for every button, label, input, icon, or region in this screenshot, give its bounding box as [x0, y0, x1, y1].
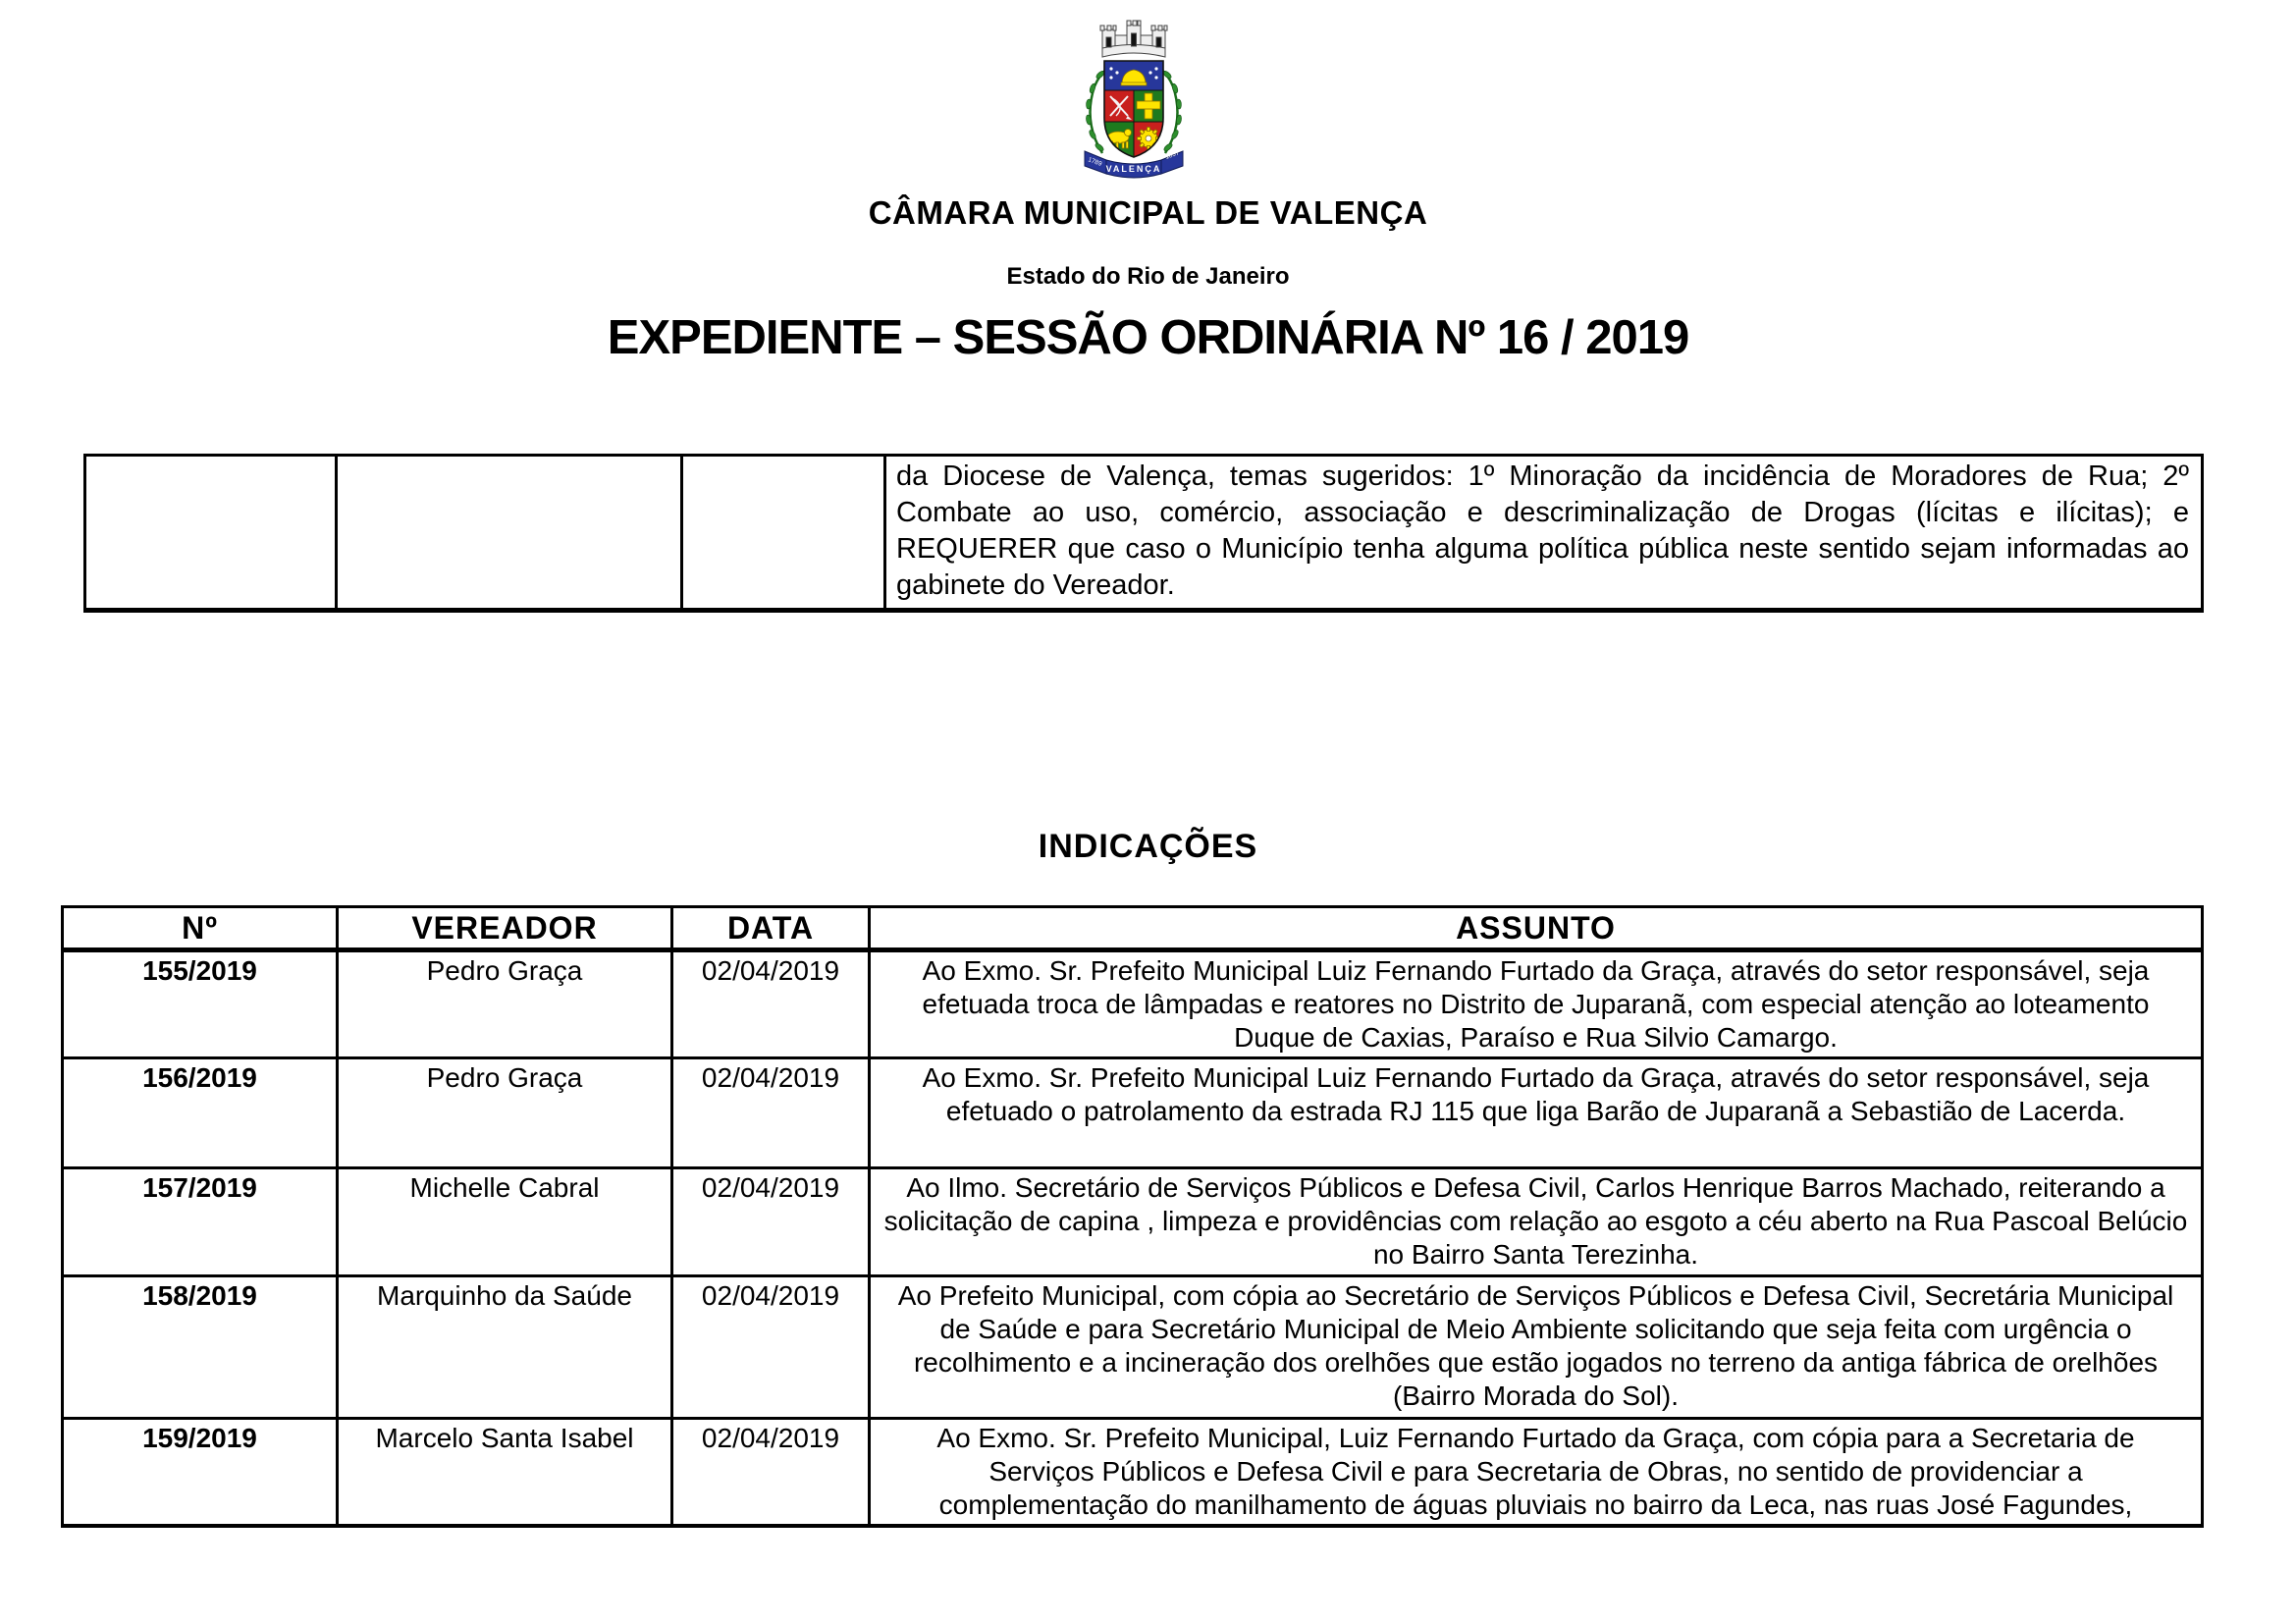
- valenca-coat-of-arms-icon: [1075, 14, 1193, 181]
- continuation-table: [83, 454, 2204, 613]
- indicacoes-table: [61, 905, 2204, 1528]
- numero-cell: 155/2019: [63, 950, 338, 1058]
- vereador-cell: Pedro Graça: [338, 950, 672, 1058]
- numero-cell: 159/2019: [63, 1419, 338, 1527]
- org-name: CÂMARA MUNICIPAL DE VALENÇA: [868, 194, 1428, 231]
- numero-cell: [85, 456, 337, 611]
- table-header-row: [63, 907, 2203, 950]
- data-cell: 02/04/2019: [672, 1276, 870, 1419]
- assunto-cell: Ao Exmo. Sr. Prefeito Municipal, Luiz Fernando Furtado da Graça, com cópia para a Secretaria de Serviços Públicos e Defesa Civil e para Secretaria de Obras, no sentido de providenciar a complementação do manilhamento de águas pluviais no bairro da Leca, nas ruas José Fagundes,: [870, 1419, 2203, 1527]
- col-header-assunto: ASSUNTO: [870, 907, 2203, 950]
- vereador-cell: Marcelo Santa Isabel: [338, 1419, 672, 1527]
- col-header-vereador: VEREADOR: [338, 907, 672, 950]
- doc-title: EXPEDIENTE – SESSÃO ORDINÁRIA Nº 16 / 2019: [607, 311, 1689, 364]
- table-row: [63, 1058, 2203, 1168]
- ribbon-title: VALENÇA: [1105, 164, 1162, 174]
- mural-crown-icon: [1100, 21, 1167, 57]
- col-header-numero: Nº: [63, 907, 338, 950]
- table-row: [63, 950, 2203, 1058]
- assunto-cell: Ao Prefeito Municipal, com cópia ao Secretário de Serviços Públicos e Defesa Civil, Secretária Municipal de Saúde e para Secretário Municipal de Meio Ambiente solicitando que seja feita com urgência o recolhimento e a incineração dos orelhões que estão jogados no terreno da antiga fábrica de orelhões (Bairro Morada do Sol).: [870, 1276, 2203, 1419]
- vereador-cell: Michelle Cabral: [338, 1168, 672, 1276]
- numero-cell: 158/2019: [63, 1276, 338, 1419]
- vereador-cell: Marquinho da Saúde: [338, 1276, 672, 1419]
- data-cell: 02/04/2019: [672, 1419, 870, 1527]
- ribbon-year-right: 1857: [1164, 149, 1181, 161]
- col-header-data: DATA: [672, 907, 870, 950]
- data-cell: 02/04/2019: [672, 950, 870, 1058]
- table-row: [63, 1168, 2203, 1276]
- assunto-cell: Ao Exmo. Sr. Prefeito Municipal Luiz Fernando Furtado da Graça, através do setor responsável, seja efetuado o patrolamento da estrada RJ 115 que liga Barão de Juparanã a Sebastião de Lacerda.: [870, 1058, 2203, 1168]
- data-cell: [682, 456, 885, 611]
- table-row: [63, 1276, 2203, 1419]
- table-row: [85, 456, 2203, 611]
- assunto-cell: da Diocese de Valença, temas sugeridos: 1º Minoração da incidência de Moradores de Rua; 2º Combate ao uso, comércio, associação e descriminalização de Drogas (lícitas e ilícitas); e REQUERER que caso o Município tenha alguma política pública neste sentido sejam informadas ao gabinete do Vereador.: [885, 456, 2203, 611]
- shield-icon: [1104, 61, 1163, 161]
- section-title: INDICAÇÕES: [1038, 828, 1258, 865]
- ribbon-year-left: 1789: [1087, 156, 1103, 168]
- vereador-cell: [337, 456, 682, 611]
- data-cell: 02/04/2019: [672, 1058, 870, 1168]
- vereador-cell: Pedro Graça: [338, 1058, 672, 1168]
- assunto-cell: Ao Exmo. Sr. Prefeito Municipal Luiz Fernando Furtado da Graça, através do setor responsável, seja efetuada troca de lâmpadas e reatores no Distrito de Juparanã, com especial atenção ao loteamento Duque de Caxias, Paraíso e Rua Silvio Camargo.: [870, 950, 2203, 1058]
- state-name: Estado do Rio de Janeiro: [1006, 263, 1290, 290]
- numero-cell: 156/2019: [63, 1058, 338, 1168]
- table-row: [63, 1419, 2203, 1527]
- numero-cell: 157/2019: [63, 1168, 338, 1276]
- data-cell: 02/04/2019: [672, 1168, 870, 1276]
- assunto-cell: Ao Ilmo. Secretário de Serviços Públicos e Defesa Civil, Carlos Henrique Barros Machado, reiterando a solicitação de capina , limpeza e providências com relação ao esgoto a céu aberto na Rua Pascoal Belúcio no Bairro Santa Terezinha.: [870, 1168, 2203, 1276]
